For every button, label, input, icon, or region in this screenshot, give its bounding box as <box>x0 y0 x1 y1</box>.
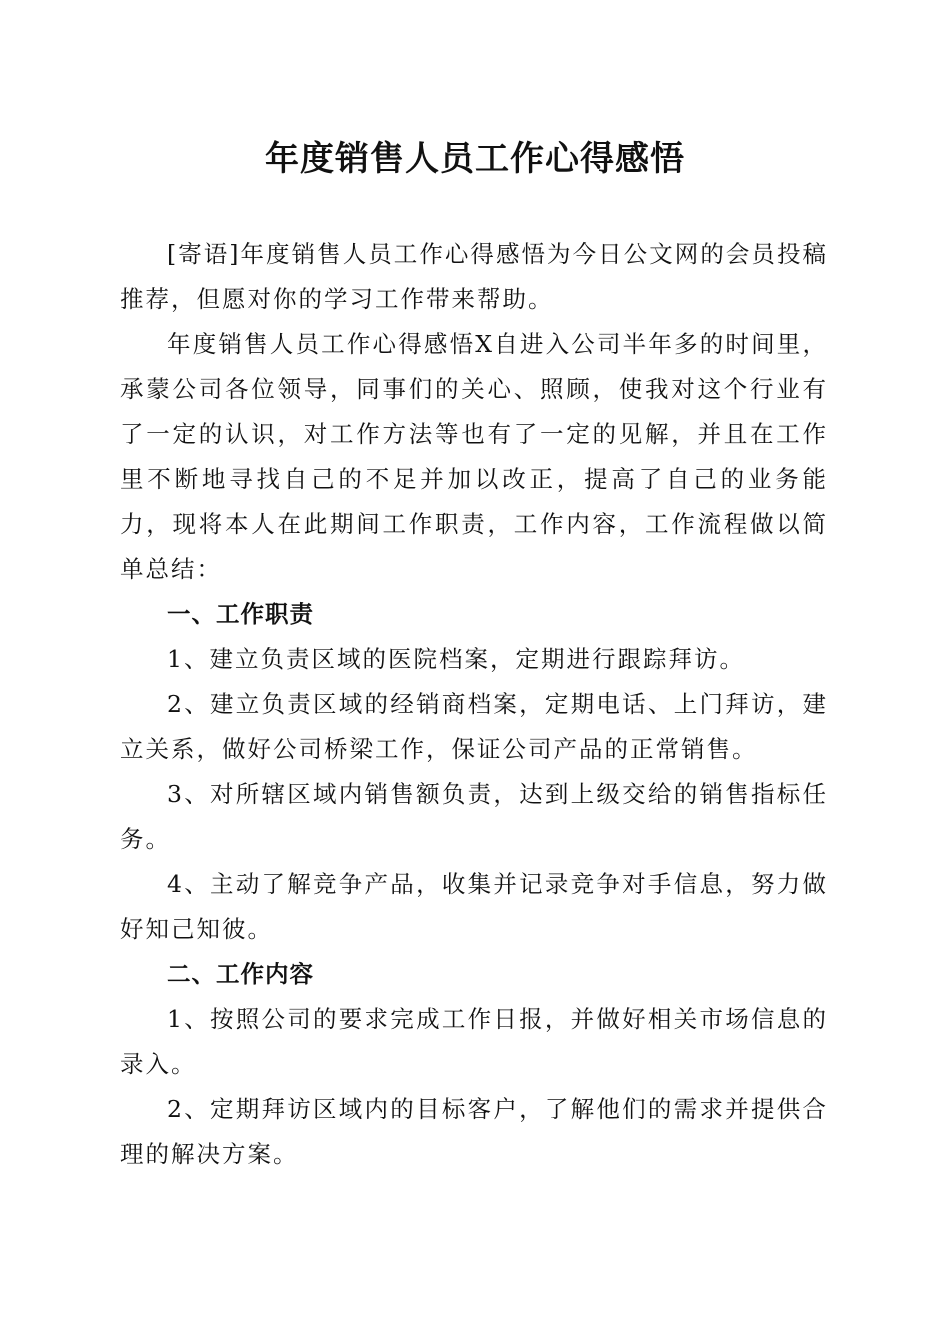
content-item: 2、定期拜访区域内的目标客户，了解他们的需求并提供合理的解决方案。 <box>120 1095 828 1168</box>
duty-item: 2、建立负责区域的经销商档案，定期电话、上门拜访，建立关系，做好公司桥梁工作，保证公司产品的正常销售。 <box>120 690 828 763</box>
content-item: 1、按照公司的要求完成工作日报，并做好相关市场信息的录入。 <box>120 1005 828 1078</box>
duty-item: 3、对所辖区域内销售额负责，达到上级交给的销售指标任务。 <box>120 780 828 853</box>
duty-item: 1、建立负责区域的医院档案，定期进行跟踪拜访。 <box>167 645 745 673</box>
opening-paragraph: 年度销售人员工作心得感悟X自进入公司半年多的时间里，承蒙公司各位领导，同事们的关心、照顾，使我对这个行业有了一定的认识，对工作方法等也有了一定的见解，并且在工作里不断地寻找自己的不足并加以改正，提高了自己的业务能力，现将本人在此期间工作职责，工作内容，工作流程做以简单总结： <box>120 330 828 583</box>
section-heading-duties: 一、工作职责 <box>167 600 314 628</box>
document-title: 年度销售人员工作心得感悟 <box>265 139 685 179</box>
intro-paragraph: [寄语]年度销售人员工作心得感悟为今日公文网的会员投稿推荐，但愿对你的学习工作带来帮助。 <box>120 240 828 313</box>
document-body <box>120 232 828 1177</box>
duty-item: 4、主动了解竞争产品，收集并记录竞争对手信息，努力做好知己知彼。 <box>120 870 828 943</box>
section-heading-content: 二、工作内容 <box>167 960 314 988</box>
